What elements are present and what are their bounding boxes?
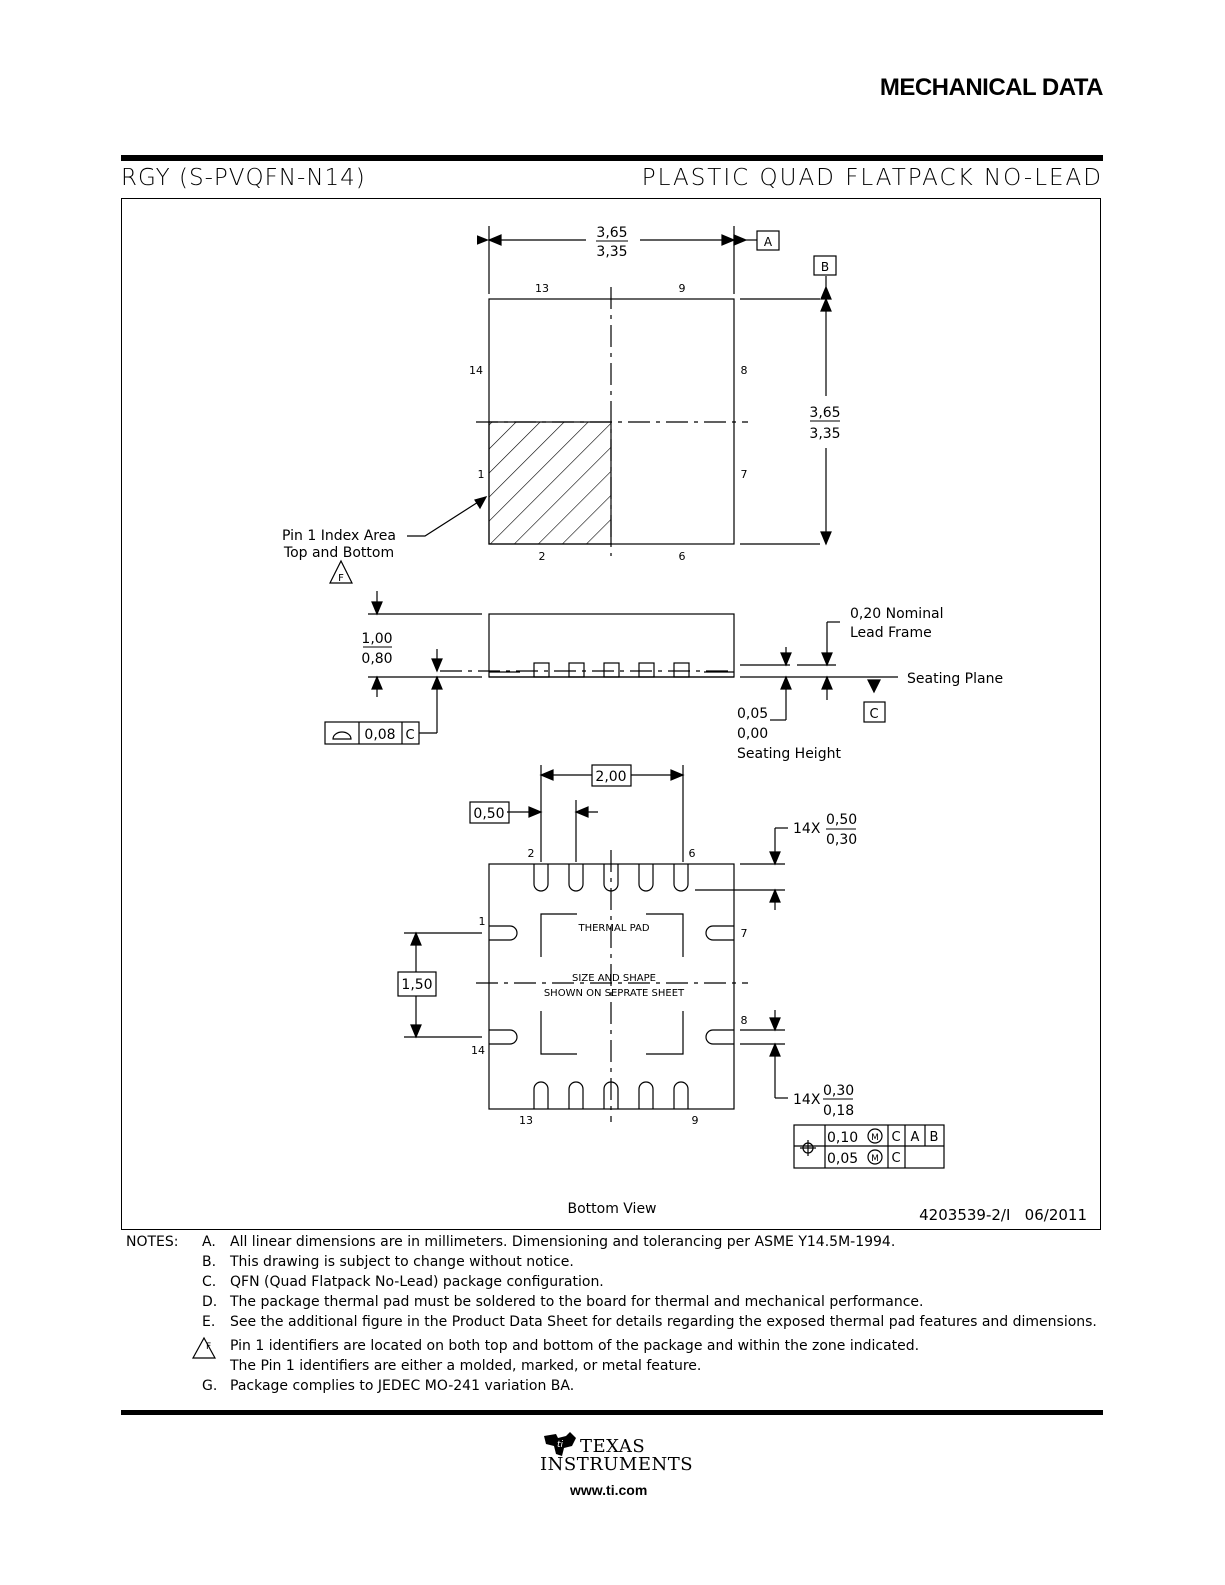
datum-a: A xyxy=(763,235,773,249)
tol2-modifier: M xyxy=(871,1154,879,1164)
note-item: B. This drawing is subject to change without notice. xyxy=(202,1254,574,1270)
side-view xyxy=(325,591,898,744)
height-min: 3,35 xyxy=(809,426,841,442)
pin-label-8: 8 xyxy=(740,364,748,377)
note-item: F Pin 1 identifiers are located on both top and bottom of the package and within the zone indicated. xyxy=(206,1338,920,1354)
bottom-pin-2: 2 xyxy=(527,847,535,860)
shown-on-label: SHOWN ON SEPRATE SHEET xyxy=(543,988,685,999)
width-min: 3,35 xyxy=(596,244,628,260)
pin1-index-area xyxy=(489,422,611,544)
lead-width-count: 14X xyxy=(793,1092,821,1108)
pin-label-13: 13 xyxy=(535,282,549,295)
note-item: D. The package thermal pad must be soldered to the board for thermal and mechanical performance. xyxy=(202,1294,924,1310)
bottom-pin-13: 13 xyxy=(519,1114,533,1127)
logo-line1: TEXAS xyxy=(580,1436,646,1457)
bottom-pin-14: 14 xyxy=(471,1044,485,1057)
bottom-pin-6: 6 xyxy=(688,847,696,860)
footer-url[interactable]: www.ti.com xyxy=(570,1482,648,1498)
lead-frame-thickness: 0,20 Nominal xyxy=(850,606,944,622)
package-outline-side xyxy=(489,614,734,677)
drawing-number: 4203539-2/I 06/2011 xyxy=(919,1206,1087,1224)
note-item: C. QFN (Quad Flatpack No-Lead) package configuration. xyxy=(202,1274,604,1290)
thermal-pad-label: THERMAL PAD xyxy=(578,923,650,934)
logo-line2: INSTRUMENTS xyxy=(540,1454,694,1475)
standoff-max: 0,05 xyxy=(737,706,769,722)
pin-label-9: 9 xyxy=(678,282,686,295)
index-area-sublabel: Top and Bottom xyxy=(283,545,395,561)
lead-frame-label: Lead Frame xyxy=(850,625,932,641)
package-description: PLASTIC QUAD FLATPACK NO-LEAD xyxy=(641,165,1103,191)
lead-length-max: 0,50 xyxy=(826,812,858,828)
tol2-value: 0,05 xyxy=(827,1151,859,1167)
tol1-value: 0,10 xyxy=(827,1130,859,1146)
section-title: MECHANICAL DATA xyxy=(879,74,1103,101)
note-f-flag: F xyxy=(338,573,344,584)
lead-width-max: 0,30 xyxy=(823,1083,855,1099)
size-shape-label: SIZE AND SHAPE xyxy=(572,973,656,984)
bottom-pin-7: 7 xyxy=(740,927,748,940)
bottom-view-caption: Bottom View xyxy=(567,1201,657,1217)
note-item: A. All linear dimensions are in millimeters. Dimensioning and tolerancing per ASME Y14.5M-1994. xyxy=(202,1234,896,1250)
note-item: The Pin 1 identifiers are either a molded, marked, or metal feature. xyxy=(230,1358,702,1374)
lead-span: 2,00 xyxy=(595,769,627,785)
svg-text:ti: ti xyxy=(557,1440,564,1450)
pad-span: 1,50 xyxy=(401,977,433,993)
bottom-pin-1: 1 xyxy=(478,915,486,928)
pin-label-6: 6 xyxy=(678,550,686,563)
note-item: E. See the additional figure in the Product Data Sheet for details regarding the exposed thermal pad features and dimensions. xyxy=(202,1314,1097,1330)
top-view xyxy=(330,226,840,583)
tol1-modifier: M xyxy=(871,1133,879,1143)
lead-width-min: 0,18 xyxy=(823,1103,855,1119)
tol2-datum-c: C xyxy=(891,1151,901,1166)
datum-c: C xyxy=(869,707,879,722)
bottom-view xyxy=(398,765,944,1168)
flatness-datum: C xyxy=(405,728,415,743)
side-height-min: 0,80 xyxy=(361,651,393,667)
bottom-pin-8: 8 xyxy=(740,1014,748,1027)
ti-logo xyxy=(540,1432,694,1502)
note-item: G. Package complies to JEDEC MO-241 variation BA. xyxy=(202,1378,575,1394)
index-area-label: Pin 1 Index Area xyxy=(282,528,396,544)
seating-height-label: Seating Height xyxy=(737,746,841,762)
lead-pitch: 0,50 xyxy=(473,806,505,822)
standoff-min: 0,00 xyxy=(737,726,769,742)
package-code: RGY (S-PVQFN-N14) xyxy=(121,165,366,191)
notes-label: NOTES: xyxy=(126,1234,179,1250)
tol1-datum-b: B xyxy=(929,1130,939,1145)
datum-b: B xyxy=(820,260,830,274)
tol1-datum-c: C xyxy=(891,1130,901,1145)
width-max: 3,65 xyxy=(596,225,628,241)
lead-length-count: 14X xyxy=(793,821,821,837)
lead-length-min: 0,30 xyxy=(826,832,858,848)
side-height-max: 1,00 xyxy=(361,631,393,647)
pin-label-1: 1 xyxy=(477,468,485,481)
seating-plane-label: Seating Plane xyxy=(907,671,1004,687)
pin-label-7: 7 xyxy=(740,468,748,481)
bottom-rule xyxy=(121,1410,1103,1415)
flatness-value: 0,08 xyxy=(364,727,396,743)
pin-label-2: 2 xyxy=(538,550,546,563)
pin-label-14: 14 xyxy=(469,364,483,377)
bottom-pin-9: 9 xyxy=(691,1114,699,1127)
tol1-datum-a: A xyxy=(910,1130,920,1145)
height-max: 3,65 xyxy=(809,405,841,421)
